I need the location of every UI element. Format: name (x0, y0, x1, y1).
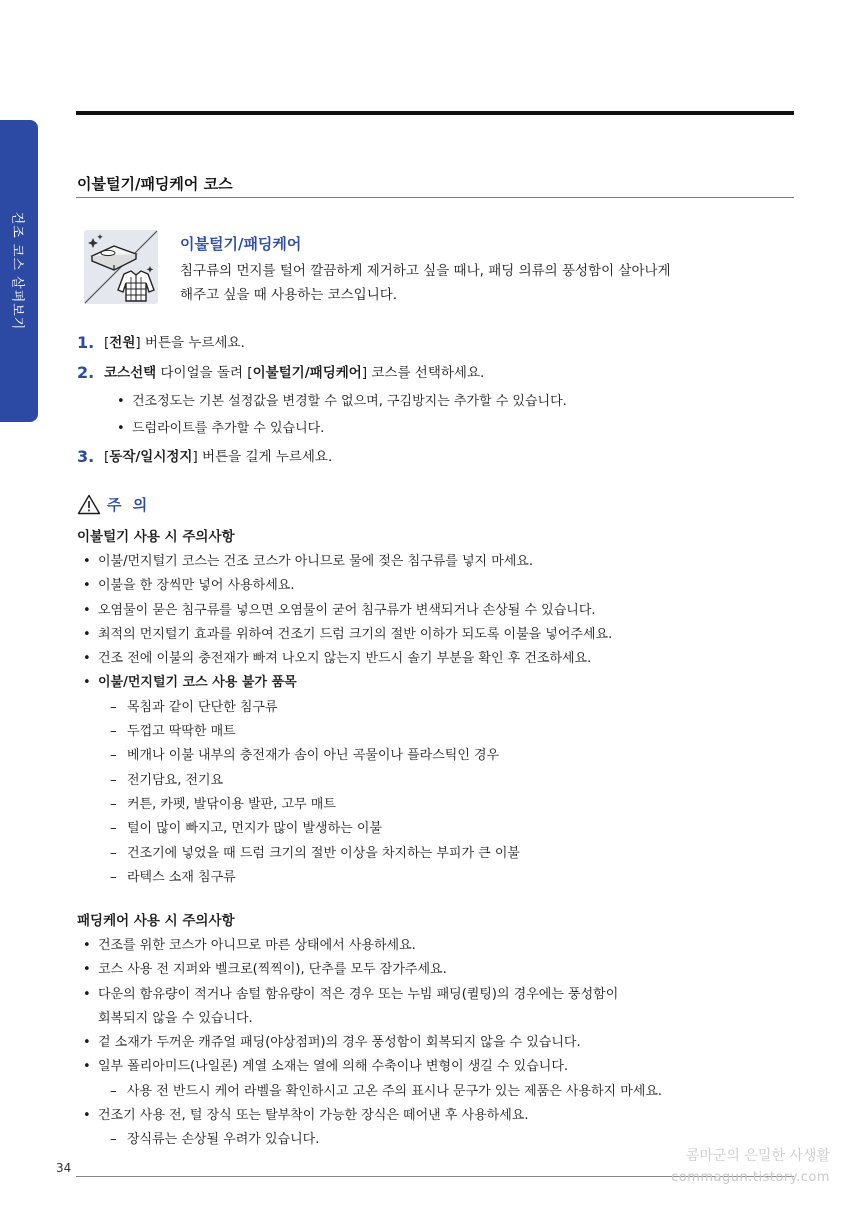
restricted-item: – 두껍고 딱딱한 매트 (110, 724, 236, 740)
list-item: • 최적의 먼지털기 효과를 위하여 건조기 드럼 크기의 절반 이하가 되도록 이불을 넣어주세요. (83, 626, 613, 642)
watermark (671, 1145, 830, 1189)
side-chapter-tab (0, 120, 38, 422)
step-text: 코스선택 다이얼을 돌려 [이불털기/패딩케어] 코스를 선택하세요. (104, 365, 485, 381)
step-number: 3. (77, 447, 95, 466)
bedding-caution-section (77, 524, 797, 890)
restricted-item: – 털이 많이 빠지고, 먼지가 많이 발생하는 이불 (110, 821, 382, 837)
restricted-item: – 커튼, 카펫, 발닦이용 발판, 고무 매트 (110, 796, 336, 812)
list-item: • 겉 소재가 두꺼운 캐쥬얼 패딩(야상점퍼)의 경우 풍성함이 회복되지 않을 수 있습니다. (83, 1035, 581, 1051)
step-text: [전원] 버튼을 누르세요. (104, 335, 245, 351)
step-number: 2. (77, 363, 95, 382)
caution-label: 주 의 (107, 495, 151, 514)
course-label: 이불털기/패딩케어 (252, 365, 362, 381)
list-item: • 코스 사용 전 지퍼와 벨크로(찍찍이), 단추를 모두 잠가주세요. (83, 962, 447, 978)
caution-heading (77, 492, 150, 516)
course-description-line: 침구류의 먼지를 털어 깔끔하게 제거하고 싶을 때나, 패딩 의류의 풍성함이 살아나게 (180, 263, 671, 279)
list-item: • 건조 전에 이불의 충전재가 빠져 나오지 않는지 반드시 솔기 부분을 확인 후 건조하세요. (83, 651, 592, 667)
course-description-line: 해주고 싶을 때 사용하는 코스입니다. (180, 287, 398, 303)
sub-item: – 사용 전 반드시 케어 라벨을 확인하시고 고온 주의 표시나 문구가 있는 제품은 사용하지 마세요. (110, 1083, 663, 1099)
section-title: 이불털기/패딩케어 코스 (77, 175, 233, 193)
restricted-item: – 전기담요, 전기요 (110, 772, 224, 788)
restricted-items-heading: • 이불/먼지털기 코스 사용 불가 품목 (83, 675, 297, 691)
step-1 (77, 328, 797, 358)
step-list (77, 328, 797, 472)
course-select-label: 코스선택 (104, 365, 157, 381)
list-item: • 건조기 사용 전, 털 장식 또는 탈부착이 가능한 장식은 떼어낸 후 사용하세요. (83, 1108, 529, 1124)
padding-caution-section (77, 908, 797, 1153)
restricted-item: – 라텍스 소재 침구류 (110, 869, 236, 885)
section-rule (76, 197, 794, 198)
course-name: 이불털기/패딩케어 (180, 235, 302, 253)
step-3 (77, 442, 797, 472)
page-number: 34 (56, 1161, 72, 1175)
bedding-and-padded-jacket-icon (84, 230, 158, 304)
side-tab-label: 건조 코스 살펴보기 (9, 211, 25, 331)
watermark-title: 콤마군의 은밀한 사생활 (685, 1148, 830, 1164)
restricted-item: – 베개나 이불 내부의 충전재가 솜이 아닌 곡물이나 플라스틱인 경우 (110, 748, 500, 764)
power-button-label: 전원 (109, 335, 136, 351)
course-description (180, 259, 671, 307)
step-note: • 건조정도는 기본 설정값을 변경할 수 없으며, 구김방지는 추가할 수 있습니다. (117, 394, 567, 409)
restricted-item: – 건조기에 넣었을 때 드럼 크기의 절반 이상을 차지하는 부피가 큰 이불 (110, 845, 520, 861)
restricted-item: – 목침과 같이 단단한 침구류 (110, 699, 278, 715)
step-2 (77, 358, 797, 388)
bedding-caution-title: 이불털기 사용 시 주의사항 (77, 529, 235, 545)
list-item: • 일부 폴리아미드(나일론) 계열 소재는 열에 의해 수축이나 변형이 생길 수 있습니다. (83, 1059, 569, 1075)
padding-caution-title: 패딩케어 사용 시 주의사항 (77, 913, 235, 929)
list-item: • 다운의 함유량이 적거나 솜털 함유량이 적은 경우 또는 누빔 패딩(퀼팅)의 경우에는 풍성함이 회복되지 않을 수 있습니다. (83, 986, 619, 1026)
top-rule (76, 111, 794, 115)
step-note: • 드럼라이트를 추가할 수 있습니다. (117, 421, 325, 436)
step-number: 1. (77, 333, 95, 352)
start-pause-button-label: 동작/일시정지 (109, 449, 193, 465)
list-item: • 이불/먼지털기 코스는 건조 코스가 아니므로 물에 젖은 침구류를 넣지 마세요. (83, 554, 534, 569)
list-item: • 건조를 위한 코스가 아니므로 마른 상태에서 사용하세요. (83, 938, 416, 953)
step-text: [동작/일시정지] 버튼을 길게 누르세요. (104, 449, 333, 465)
list-item: • 이불을 한 장씩만 넣어 사용하세요. (83, 578, 295, 594)
warning-triangle-icon (77, 494, 101, 515)
sub-item: – 장식류는 손상될 우려가 있습니다. (110, 1132, 320, 1148)
list-item: • 오염물이 묻은 침구류를 넣으면 오염물이 굳어 침구류가 변색되거나 손상될 수 있습니다. (83, 602, 596, 618)
watermark-url: commagun.tistory.com (671, 1170, 830, 1185)
